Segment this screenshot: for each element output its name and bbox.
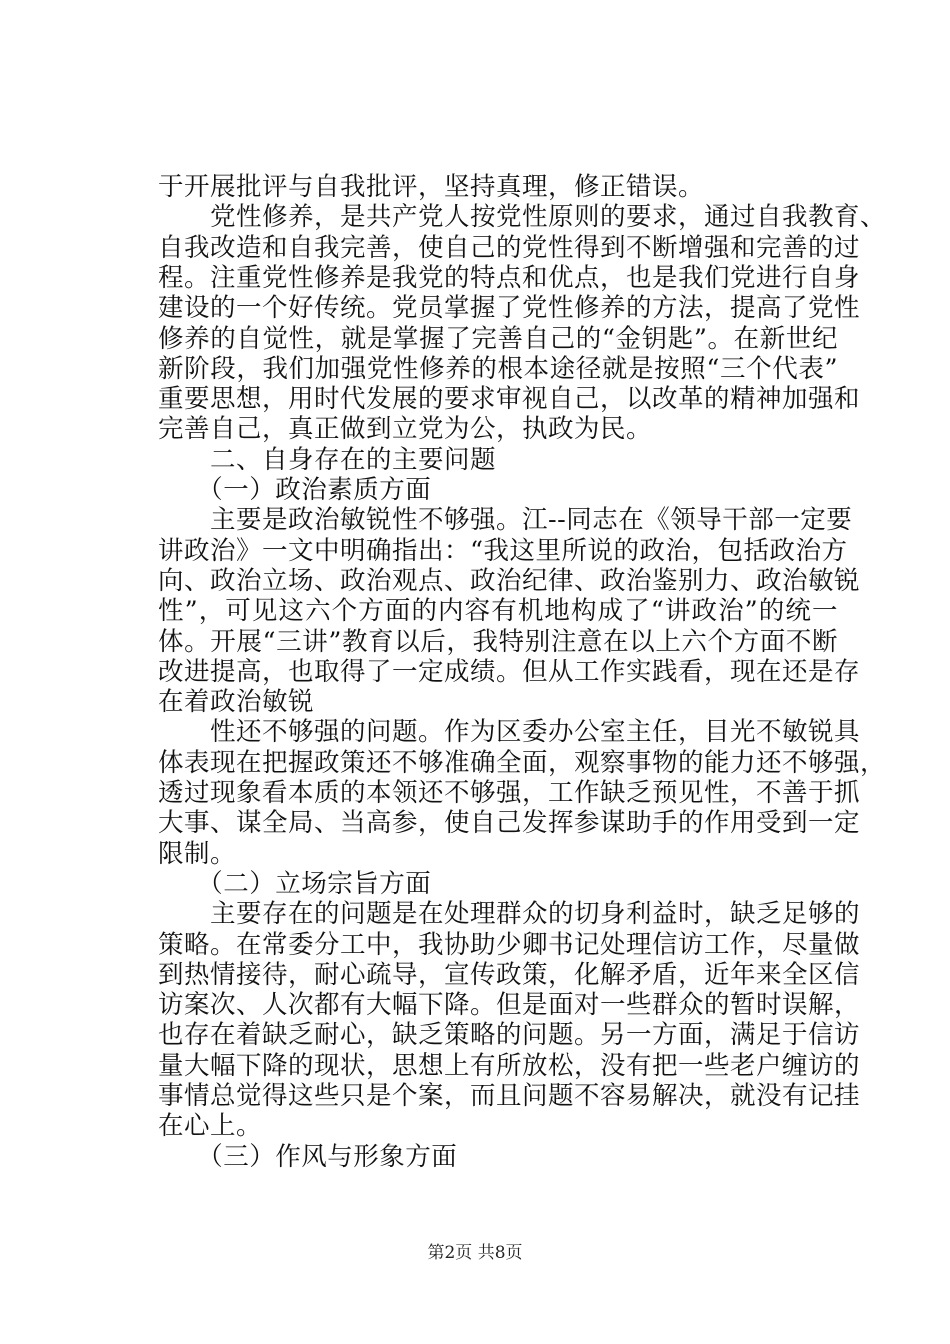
text-line: 透过现象看本质的本领还不够强，工作缺乏预见性，不善于抓 [158, 778, 861, 808]
text-line: 访案次、人次都有大幅下降。但是面对一些群众的暂时误解， [158, 990, 861, 1021]
text-line: 改进提高，也取得了一定成绩。但从工作实践看，现在还是存 [158, 656, 861, 687]
text-line: 在心上。 [158, 1111, 263, 1142]
text-line: 大事、谋全局、当高参，使自己发挥参谋助手的作用受到一定 [158, 808, 861, 839]
text-line: 建设的一个好传统。党员掌握了党性修养的方法，提高了党性 [158, 293, 861, 324]
page-number-footer: 第2页 共8页 [427, 1243, 523, 1263]
text-line: 向、政治立场、政治观点、政治纪律、政治鉴别力、政治敏锐 [158, 565, 861, 596]
text-line: 自我改造和自我完善，使自己的党性得到不断增强和完善的过 [158, 232, 861, 263]
text-line: 重要思想，用时代发展的要求审视自己，以改革的精神加强和 [158, 384, 861, 415]
subsection-heading: （二）立场宗旨方面 [158, 868, 432, 899]
text-line: 主要是政治敏锐性不够强。江--同志在《领导干部一定要 [158, 505, 853, 536]
text-line: 修养的自觉性，就是掌握了完善自己的“金钥匙”。在新世纪 [158, 323, 838, 354]
text-line: 讲政治》一文中明确指出：“我这里所说的政治，包括政治方 [158, 535, 848, 566]
text-line: 完善自己，真正做到立党为公，执政为民。 [158, 414, 653, 445]
text-line: 新阶段，我们加强党性修养的根本途径就是按照“三个代表” [158, 353, 838, 384]
text-line: 性还不够强的问题。作为区委办公室主任，目光不敏锐具 [158, 717, 861, 748]
text-line: 体。开展“三讲”教育以后，我特别注意在以上六个方面不断 [158, 626, 838, 657]
text-line: 在着政治敏锐 [158, 687, 315, 718]
text-line: 党性修养，是共产党人按党性原则的要求，通过自我教育、 [158, 202, 887, 233]
text-line: 主要存在的问题是在处理群众的切身利益时，缺乏足够的 [158, 899, 861, 930]
text-line: 性”，可见这六个方面的内容有机地构成了“讲政治”的统一 [158, 596, 838, 627]
text-line: 体表现在把握政策还不够准确全面，观察事物的能力还不够强， [158, 747, 887, 778]
subsection-heading: （一）政治素质方面 [158, 475, 432, 505]
text-line: 策略。在常委分工中，我协助少卿书记处理信访工作，尽量做 [158, 929, 861, 960]
text-line: 程。注重党性修养是我党的特点和优点，也是我们党进行自身 [158, 262, 861, 293]
text-line: 于开展批评与自我批评，坚持真理，修正错误。 [158, 172, 705, 202]
section-heading: 二、自身存在的主要问题 [158, 444, 497, 475]
text-line: 事情总觉得这些只是个案，而且问题不容易解决，就没有记挂 [158, 1081, 861, 1111]
text-line: 限制。 [158, 838, 237, 869]
text-line: 量大幅下降的现状，思想上有所放松，没有把一些老户缠访的 [158, 1050, 861, 1081]
text-line: 到热情接待，耐心疏导，宣传政策，化解矛盾，近年来全区信 [158, 959, 861, 990]
subsection-heading: （三）作风与形象方面 [158, 1141, 458, 1172]
text-line: 也存在着缺乏耐心，缺乏策略的问题。另一方面，满足于信访 [158, 1020, 861, 1051]
